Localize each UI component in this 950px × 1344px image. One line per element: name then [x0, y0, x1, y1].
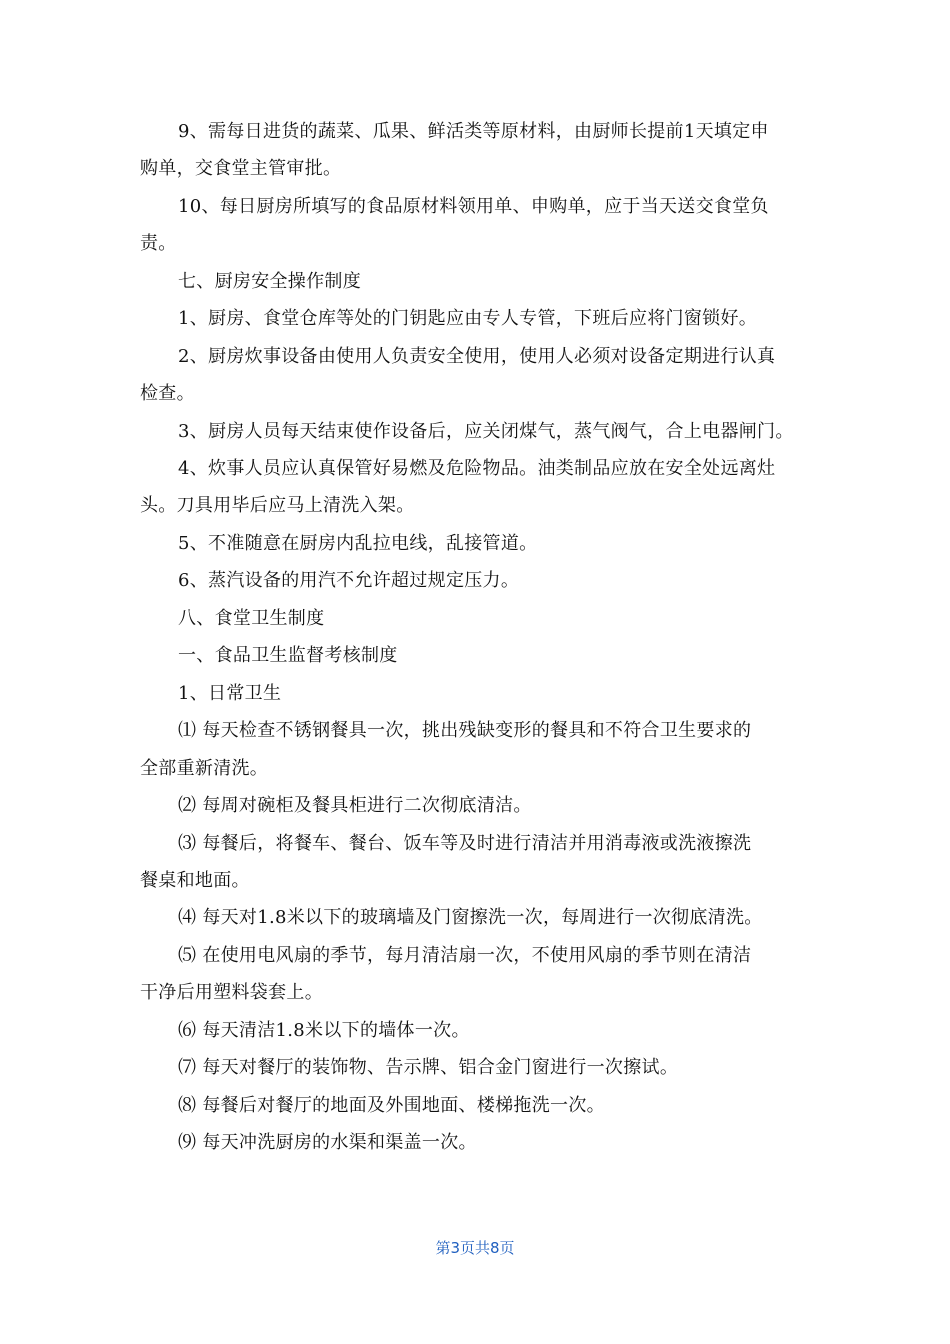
subsection-heading-1: 一、食品卫生监督考核制度: [178, 645, 398, 666]
text-line-7: 2、厨房炊事设备由使用人负责安全使用，使用人必须对设备定期进行认真: [178, 346, 776, 367]
text-line-18: 全部重新清洗。: [140, 758, 269, 779]
item-heading-daily-hygiene: 1、日常卫生: [178, 683, 282, 704]
text-line-27: ⑻ 每餐后对餐厅的地面及外围地面、楼梯拖洗一次。: [178, 1095, 605, 1116]
text-line-21: 餐桌和地面。: [140, 870, 250, 891]
page-number-footer: 第3页共8页: [435, 1239, 515, 1257]
text-line-22: ⑷ 每天对1.8米以下的玻璃墙及门窗擦洗一次，每周进行一次彻底清洗。: [178, 907, 763, 928]
text-line-26: ⑺ 每天对餐厅的装饰物、告示牌、铝合金门窗进行一次擦试。: [178, 1057, 679, 1078]
text-line-28: ⑼ 每天冲洗厨房的水渠和渠盖一次。: [178, 1132, 477, 1153]
text-line-1: 9、需每日进货的蔬菜、瓜果、鲜活类等原材料，由厨师长提前1天填定申: [178, 121, 769, 142]
text-line-23: ⑸ 在使用电风扇的季节，每月清洁扇一次，不使用风扇的季节则在清洁: [178, 945, 752, 966]
text-line-20: ⑶ 每餐后，将餐车、餐台、饭车等及时进行清洁并用消毒液或洗液擦洗: [178, 833, 752, 854]
text-line-19: ⑵ 每周对碗柜及餐具柜进行二次彻底清洁。: [178, 795, 532, 816]
text-line-3: 10、每日厨房所填写的食品原材料领用单、申购单，应于当天送交食堂负: [178, 196, 769, 217]
text-line-13: 6、蒸汽设备的用汽不允许超过规定压力。: [178, 570, 520, 591]
text-line-6: 1、厨房、食堂仓库等处的门钥匙应由专人专管，下班后应将门窗锁好。: [178, 308, 758, 329]
text-line-4: 责。: [140, 233, 177, 254]
text-line-10: 4、炊事人员应认真保管好易燃及危险物品。油类制品应放在安全处远离灶: [178, 458, 776, 479]
section-heading-7: 七、厨房安全操作制度: [178, 271, 361, 292]
text-line-11: 头。刀具用毕后应马上清洗入架。: [140, 495, 415, 516]
text-line-9: 3、厨房人员每天结束使作设备后，应关闭煤气，蒸气阀气，合上电器闸门。: [178, 421, 794, 442]
section-heading-8: 八、食堂卫生制度: [178, 608, 325, 629]
text-line-2: 购单，交食堂主管审批。: [140, 158, 342, 179]
text-line-25: ⑹ 每天清洁1.8米以下的墙体一次。: [178, 1020, 470, 1041]
text-line-17: ⑴ 每天检查不锈钢餐具一次，挑出残缺变形的餐具和不符合卫生要求的: [178, 720, 752, 741]
text-line-12: 5、不准随意在厨房内乱拉电线，乱接管道。: [178, 533, 538, 554]
text-line-24: 干净后用塑料袋套上。: [140, 982, 323, 1003]
text-line-8: 检查。: [140, 383, 195, 404]
